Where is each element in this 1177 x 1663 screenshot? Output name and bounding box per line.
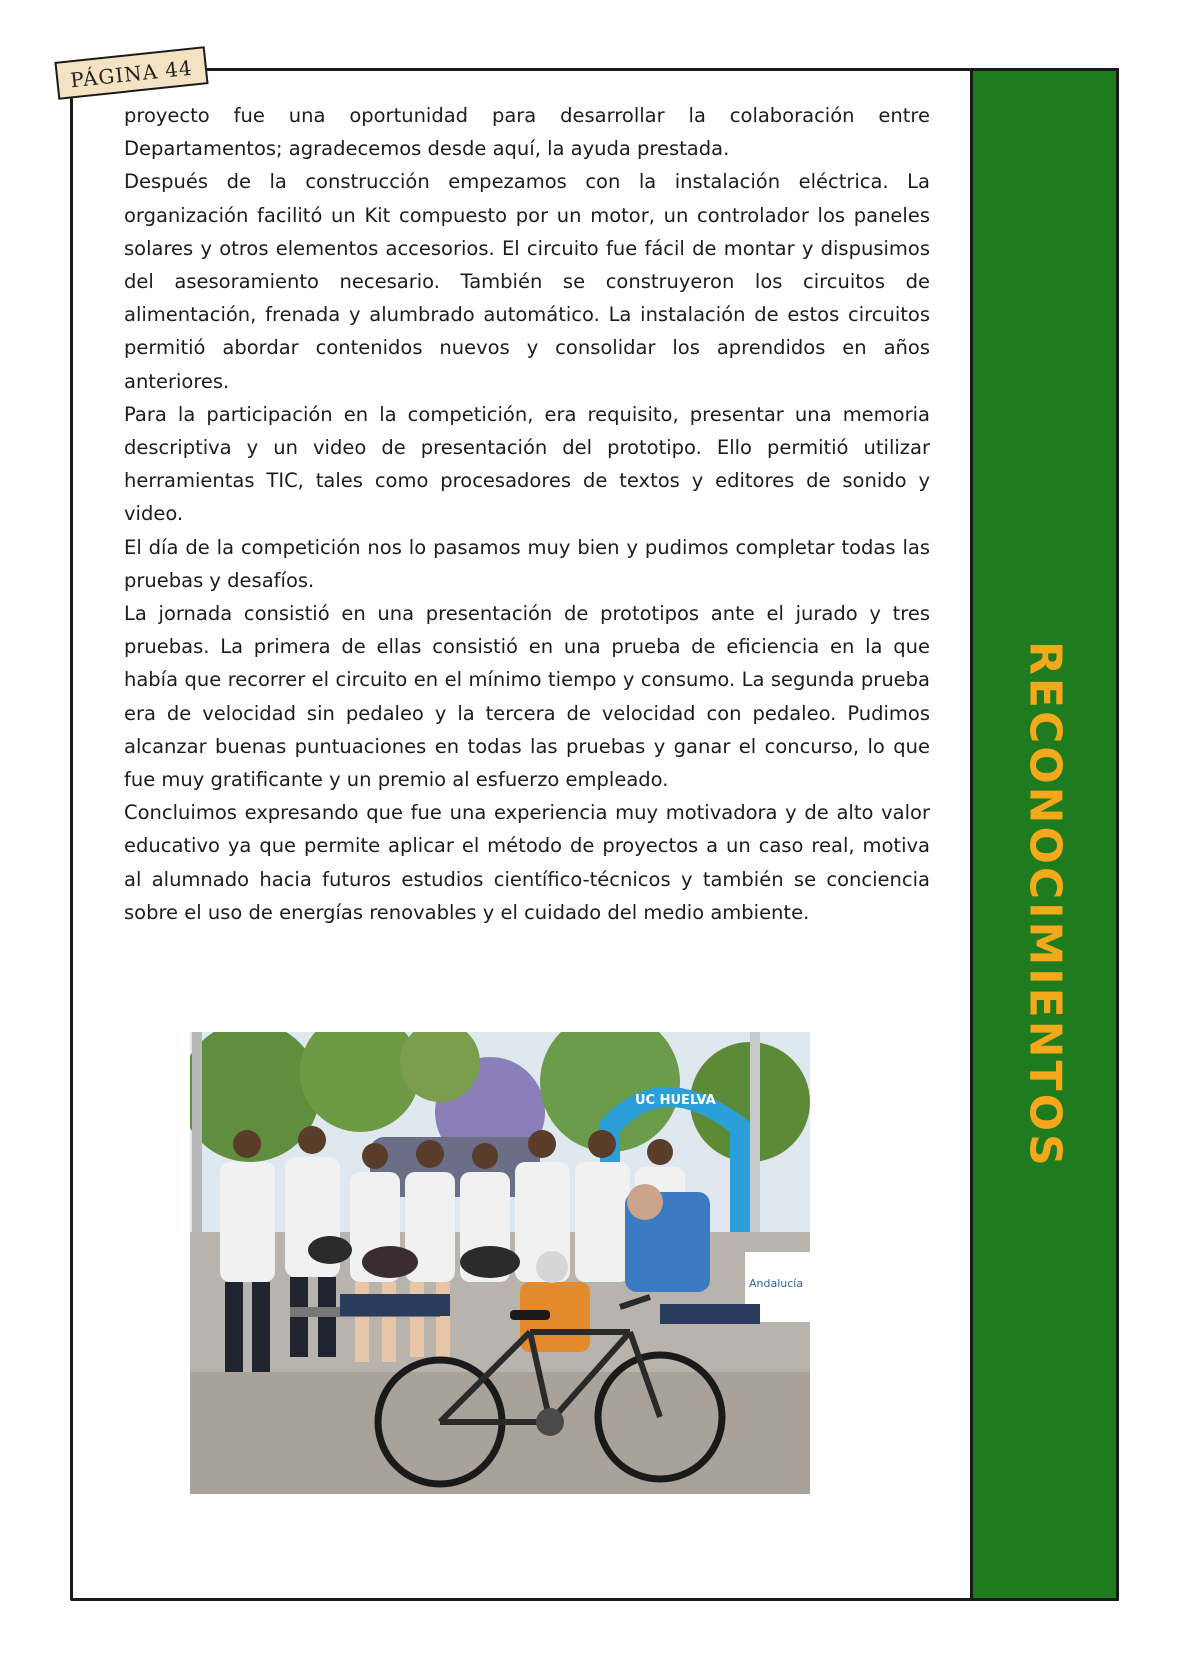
section-title: RECONOCIMIENTOS	[1019, 641, 1070, 1169]
paragraph: proyecto fue una oportunidad para desarrollar la colaboración entre Departamentos; agradecemos desde aquí, la ayuda prestada.	[124, 104, 930, 161]
paragraph: Concluimos expresando que fue una experiencia muy motivadora y de alto valor educativo ya que permite aplicar el método de proyectos a un caso real, motiva al alumnado hacia futuros estudios científico-técnicos y también se conciencia sobre el uso de energías renovables y el cuidado del medio ambiente.	[124, 801, 930, 924]
section-sidebar	[970, 68, 1119, 1601]
team-photo	[190, 1032, 810, 1494]
arch-sign-text: UC HUELVA	[635, 1093, 716, 1108]
paragraph: El día de la competición nos lo pasamos muy bien y pudimos completar todas las pruebas y desafíos.	[124, 535, 930, 592]
page-number-tag: PÁGINA 44	[54, 46, 208, 100]
paragraph: La jornada consistió en una presentación de prototipos ante el jurado y tres pruebas. La primera de ellas consistió en una prueba de eficiencia en la que había que recorrer el circuito en el mínimo tiempo y consumo. La segunda prueba era de velocidad sin pedaleo y la tercera de velocidad con pedaleo. Pudimos alcanzar buenas puntuaciones en todas las pruebas y ganar el concurso, lo que fue muy gratificante y un premio al esfuerzo empleado.	[124, 602, 930, 792]
paragraph: Para la participación en la competición, era requisito, presentar una memoria descriptiva y un video de presentación del prototipo. Ello permitió utilizar herramientas TIC, tales como procesadores de textos y editores de sonido y video.	[124, 402, 930, 526]
paragraph: Después de la construcción empezamos con la instalación eléctrica. La organización facilitó un Kit compuesto por un motor, un controlador los paneles solares y otros elementos accesorios. El circuito fue fácil de montar y dispusimos del asesoramiento necesario. También se construyeron los circuitos de alimentación, frenada y alumbrado automático. La instalación de estos circuitos permitió abordar contenidos nuevos y consolidar los aprendidos en años anteriores.	[124, 170, 930, 393]
banner-sign-text: Andalucía	[749, 1277, 804, 1290]
article-body	[124, 99, 930, 929]
